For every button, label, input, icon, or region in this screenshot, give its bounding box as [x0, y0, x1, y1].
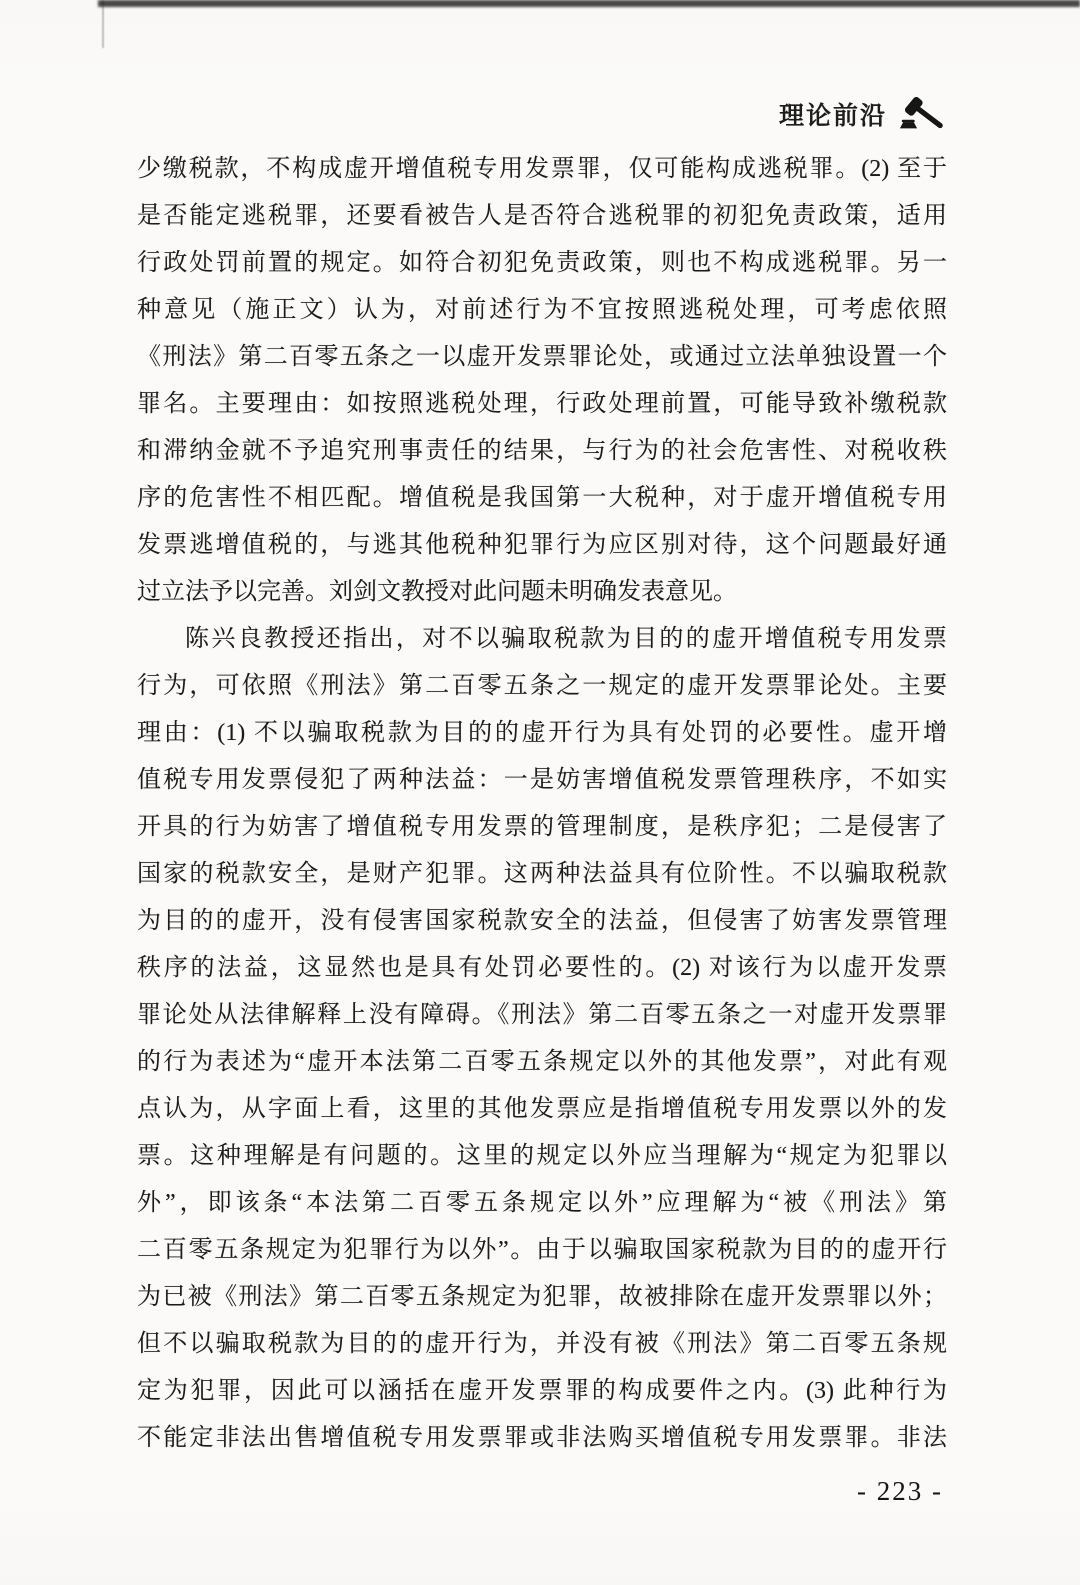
text-line: 过立法予以完善。刘剑文教授对此问题未明确发表意见。 — [137, 579, 737, 605]
scan-artifact-left — [102, 0, 104, 48]
text-line: 秩序的法益，这显然也是具有处罚必要性的。(2) 对该行为以虚开发票 — [137, 955, 947, 981]
text-line: 行为，可依照《刑法》第二百零五条之一规定的虚开发票罪论处。主要 — [137, 673, 947, 699]
text-line: 《刑法》第二百零五条之一以虚开发票罪论处，或通过立法单独设置一个 — [137, 344, 947, 370]
text-line: 外”，即该条“本法第二百零五条规定以外”应理解为“被《刑法》第 — [137, 1190, 947, 1216]
text-line: 但不以骗取税款为目的的虚开行为，并没有被《刑法》第二百零五条规 — [137, 1331, 947, 1357]
text-line: 序的危害性不相匹配。增值税是我国第一大税种，对于虚开增值税专用 — [137, 485, 947, 511]
text-line: 少缴税款，不构成虚开增值税专用发票罪，仅可能构成逃税罪。(2) 至于 — [137, 156, 947, 182]
body-text — [137, 146, 947, 1462]
text-line: 开具的行为妨害了增值税专用发票的管理制度，是秩序犯；二是侵害了 — [137, 814, 947, 840]
text-line: 定为犯罪，因此可以涵括在虚开发票罪的构成要件之内。(3) 此种行为 — [137, 1378, 947, 1404]
page-header — [779, 94, 943, 134]
text-line: 种意见（施正文）认为，对前述行为不宜按照逃税处理，可考虑依照 — [137, 297, 947, 323]
section-header-label: 理论前沿 — [778, 102, 887, 130]
text-line: 为目的的虚开，没有侵害国家税款安全的法益，但侵害了妨害发票管理 — [137, 908, 947, 934]
text-line: 不能定非法出售增值税专用发票罪或非法购买增值税专用发票罪。非法 — [137, 1425, 947, 1451]
text-line: 的行为表述为“虚开本法第二百零五条规定以外的其他发票”，对此有观 — [137, 1049, 947, 1075]
gavel-icon — [897, 97, 943, 131]
text-line: 票。这种理解是有问题的。这里的规定以外应当理解为“规定为犯罪以 — [137, 1143, 947, 1169]
text-line: 二百零五条规定为犯罪行为以外”。由于以骗取国家税款为目的的虚开行 — [137, 1237, 947, 1263]
text-line: 行政处罚前置的规定。如符合初犯免责政策，则也不构成逃税罪。另一 — [137, 250, 947, 276]
text-line: 是否能定逃税罪，还要看被告人是否符合逃税罪的初犯免责政策，适用 — [137, 203, 947, 229]
text-line: 陈兴良教授还指出，对不以骗取税款为目的的虚开增值税专用发票 — [185, 626, 947, 652]
text-line: 为已被《刑法》第二百零五条规定为犯罪，故被排除在虚开发票罪以外； — [137, 1284, 947, 1310]
text-line: 国家的税款安全，是财产犯罪。这两种法益具有位阶性。不以骗取税款 — [137, 861, 947, 887]
text-line: 点认为，从字面上看，这里的其他发票应是指增值税专用发票以外的发 — [137, 1096, 947, 1122]
text-line: 发票逃增值税的，与逃其他税种犯罪行为应区别对待，这个问题最好通 — [137, 532, 947, 558]
page-number: - 223 - — [857, 1476, 943, 1506]
text-line: 罪论处从法律解释上没有障碍。《刑法》第二百零五条之一对虚开发票罪 — [137, 1002, 947, 1028]
text-line: 罪名。主要理由：如按照逃税处理，行政处理前置，可能导致补缴税款 — [137, 391, 947, 417]
text-line: 理由：(1) 不以骗取税款为目的的虚开行为具有处罚的必要性。虚开增 — [137, 720, 947, 746]
text-line: 值税专用发票侵犯了两种法益：一是妨害增值税发票管理秩序，不如实 — [137, 767, 947, 793]
text-line: 和滞纳金就不予追究刑事责任的结果，与行为的社会危害性、对税收秩 — [137, 438, 947, 464]
scan-artifact-top — [98, 0, 1080, 7]
